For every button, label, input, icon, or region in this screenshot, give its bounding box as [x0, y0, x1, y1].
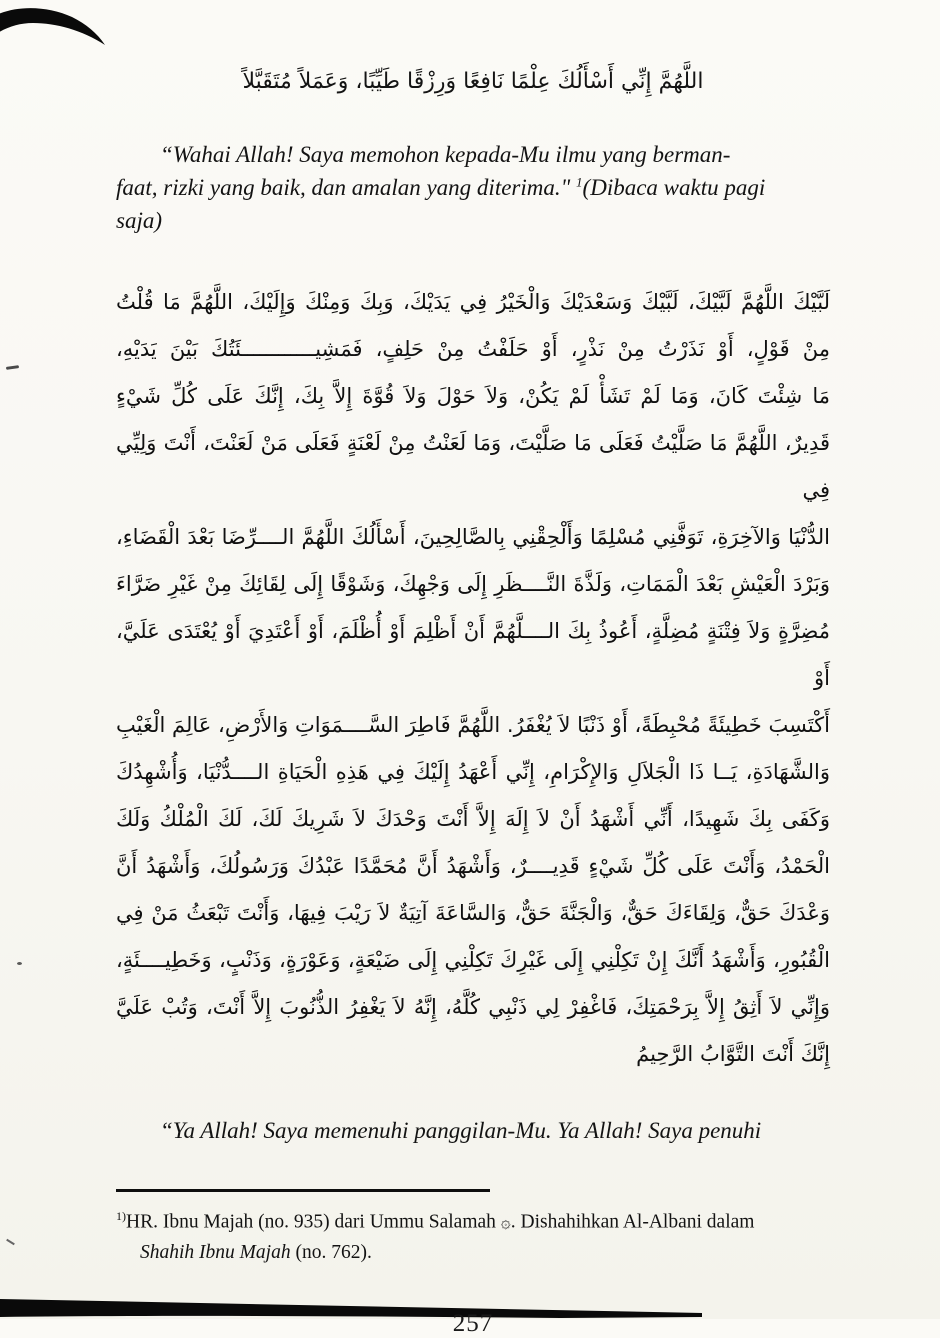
arabic-dua-line: قَدِيرٌ، اللَّهُمَّ مَا صَلَّيْتُ فَعَلَى مَا صَلَّيْتَ، وَمَا لَعَنْتُ مِنْ لَعْنَةٍ فَعَلَى مَنْ لَعَنْتَ، أَنْتَ وَلِيِّي فِي — [116, 431, 830, 502]
arabic-dua-line: الْقُبُورِ، وَأَشْهَدُ أَنَّكَ إِنْ تَكِلْنِي إِلَى غَيْرِكَ تَكِلْنِي إِلَى ضَيْعَةٍ، وَعَوْرَةٍ، وَذَنْبٍ، وَخَطِيــــئَةٍ، — [116, 948, 830, 972]
footnote-reference: 1 — [576, 174, 583, 190]
footnote — [116, 1189, 830, 1268]
arabic-dua-line: الْحَمْدُ، وَأَنْتَ عَلَى كُلِّ شَيْءٍ قَدِيــــرٌ، وَأَشْهَدُ أَنَّ مُحَمَّدًا عَبْدُكَ وَرَسُولُكَ، وَأَشْهَدُ أَنَّ — [116, 854, 830, 878]
scan-artifact-top-left — [0, 3, 112, 51]
translation-talbiyah-start — [116, 1114, 830, 1147]
arabic-dua-line: وَإِنِّي لاَ أَثِقُ إِلاَّ بِرَحْمَتِكَ، فَاغْفِرْ لِي ذَنْبِي كُلَّهُ، إِنَّهُ لاَ يَغْفِرُ الذُّنُوبَ إِلاَّ أَنْتَ، وَتُبْ عَلَيَّ — [116, 995, 830, 1019]
arabic-dua-morning: اللَّهُمَّ إِنِّي أَسْأَلُكَ عِلْمًا نَافِعًا وَرِزْقًا طَيِّبًا، وَعَمَلاً مُتَقَبَّلاً — [242, 69, 704, 94]
arabic-dua-line: مَا شِئْتَ كَانَ، وَمَا لَمْ تَشَأْ لَمْ يَكُنْ، وَلاَ حَوْلَ وَلاَ قُوَّةَ إِلاَّ بِكَ، إِنَّكَ عَلَى كُلِّ شَيْءٍ — [116, 384, 830, 408]
scan-stray-mark — [17, 962, 22, 965]
translation-line — [116, 171, 830, 204]
page-content — [116, 0, 830, 1338]
arabic-dua-talbiyah — [116, 279, 830, 1078]
translation-text: “Ya Allah! Saya memenuhi panggilan-Mu. Ya Allah! Saya penuhi — [160, 1118, 762, 1143]
scan-stray-mark — [6, 365, 19, 370]
radhiallahu-anha-symbol: ۞ — [500, 1212, 511, 1232]
footnote-text: HR. Ibnu Majah (no. 935) dari Ummu Salamah — [126, 1211, 496, 1233]
page-number: 257 — [452, 1309, 494, 1337]
arabic-dua-line: مُضِرَّةٍ وَلاَ فِتْنَةٍ مُضِلَّةٍ، أَعُوذُ بِكَ الــــلَّهُمَّ أَنْ أَظْلِمَ أَوْ أُظْلَمَ، أَوْ أَعْتَدِيَ أَوْ يُعْتَدَى عَلَيَّ، أَوْ — [116, 619, 830, 690]
arabic-dua-line: إِنَّكَ أَنْتَ التَّوَّابُ الرَّحِيمُ — [636, 1042, 830, 1066]
footnote-text: (no. 762). — [290, 1241, 372, 1263]
arabic-dua-line: لَبَّيْكَ اللَّهُمَّ لَبَّيْكَ، لَبَّيْكَ وَسَعْدَيْكَ وَالْخَيْرُ فِي يَدَيْكَ، وَبِكَ وَمِنْكَ وَإِلَيْكَ، اللَّهُمَّ مَا قُلْتُ — [116, 290, 830, 314]
translation-text: saja) — [116, 208, 162, 233]
arabic-dua-line: مِنْ قَوْلٍ، أَوْ نَذَرْتُ مِنْ نَذْرٍ، أَوْ حَلَفْتُ مِنْ حَلِفٍ، فَمَشِيــــــــــــئَتُكَ بَيْنَ يَدَيْهِ، — [116, 337, 830, 361]
arabic-dua-line: الدُّنْيَا وَالآخِرَةِ، تَوَفَّنِي مُسْلِمًا وَأَلْحِقْنِي بِالصَّالِحِينَ، أَسْأَلُكَ اللَّهُمَّ الــــرِّضَا بَعْدَ الْقَضَاءِ، — [116, 525, 830, 549]
footnote-text: . Dishahihkan Al-Albani dalam — [510, 1211, 755, 1233]
arabic-dua-line: وَالشَّهَادَةِ، يَــا ذَا الْجَلاَلِ وَالإِكْرَامِ، إِنِّي أَعْهَدُ إِلَيْكَ فِي هَذِهِ الْحَيَاةِ الــــدُّنْيَا، وَأُشْهِدُكَ — [116, 760, 830, 784]
scan-stray-mark — [6, 1239, 15, 1245]
translation-morning-paragraph — [116, 138, 830, 237]
footnote-line — [116, 1238, 830, 1268]
translation-text: “Wahai Allah! Saya memohon kepada-Mu ilmu yang berman- — [160, 142, 731, 167]
arabic-dua-line: وَكَفَى بِكَ شَهِيدًا، أَنِّي أَشْهَدُ أَنْ لاَ إِلَهَ إِلاَّ أَنْتَ وَحْدَكَ لاَ شَرِيكَ لَكَ، لَكَ الْمُلْكُ وَلَكَ — [116, 807, 830, 831]
footnote-marker: 1) — [116, 1209, 126, 1223]
arabic-dua-line: أَكْتَسِبَ خَطِيئَةً مُحْبِطَةً، أَوْ ذَنْبًا لاَ يُغْفَرُ. اللَّهُمَّ فَاطِرَ السَّــــمَوَاتِ وَالأَرْضِ، عَالِمَ الْغَيْبِ — [116, 713, 830, 737]
footnote-divider — [116, 1189, 490, 1192]
translation-line — [116, 204, 830, 237]
arabic-dua-line: وَعْدَكَ حَقٌّ، وَلِقَاءَكَ حَقٌّ، وَالْجَنَّةَ حَقٌّ، وَالسَّاعَةَ آتِيَةٌ لاَ رَيْبَ فِيهَا، وَأَنْتَ تَبْعَثُ مَنْ فِي — [116, 901, 830, 925]
arabic-dua-line: وَبَرْدَ الْعَيْشِ بَعْدَ الْمَمَاتِ، وَلَذَّةَ النَّــــظَرِ إِلَى وَجْهِكَ، وَشَوْقًا إِلَى لِقَائِكَ مِنْ غَيْرِ ضَرَّاءَ — [116, 572, 830, 596]
translation-line — [116, 138, 830, 171]
footnote-line — [116, 1201, 830, 1238]
book-title: Shahih Ibnu Majah — [140, 1241, 291, 1263]
translation-text: faat, rizki yang baik, dan amalan yang diterima." — [116, 175, 577, 200]
translation-text: (Dibaca waktu pagi — [582, 175, 766, 200]
